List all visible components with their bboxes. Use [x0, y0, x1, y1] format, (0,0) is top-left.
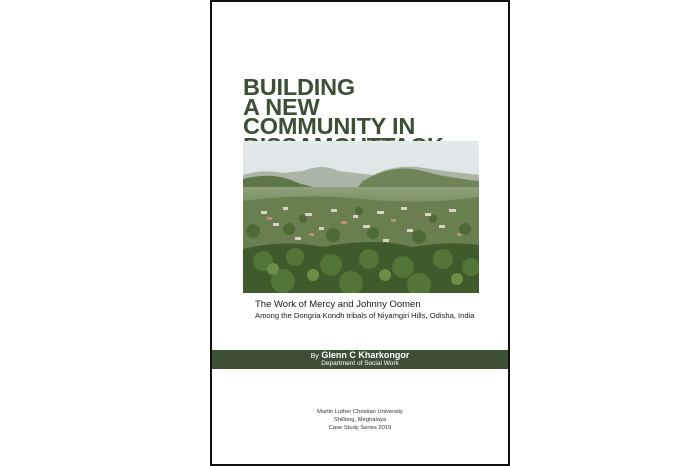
cover-photo [243, 141, 479, 293]
publisher-line: Shillong, Meghalaya [333, 417, 387, 423]
subtitle-detail: Among the Dongria Kondh tribals of Niyamgiri Hills, Odisha, India [255, 311, 475, 320]
author-prefix: By [310, 353, 319, 360]
title-line: BUILDING [243, 74, 355, 100]
publisher-info [212, 408, 508, 432]
author-department: Department of Social Work [321, 360, 399, 367]
book-cover [210, 0, 510, 466]
author-name: Glenn C Kharkongor [321, 350, 410, 360]
landscape-photo-icon [243, 141, 479, 293]
publisher-line: Case Study Series 2019 [328, 425, 392, 431]
subtitle-main: The Work of Mercy and Johnny Oomen [255, 299, 421, 310]
title-line: A NEW [243, 93, 320, 120]
publisher-line: Martin Luther Christian University [317, 409, 403, 415]
cover-subtitle [255, 299, 505, 321]
title-line: COMMUNITY IN [243, 113, 416, 139]
